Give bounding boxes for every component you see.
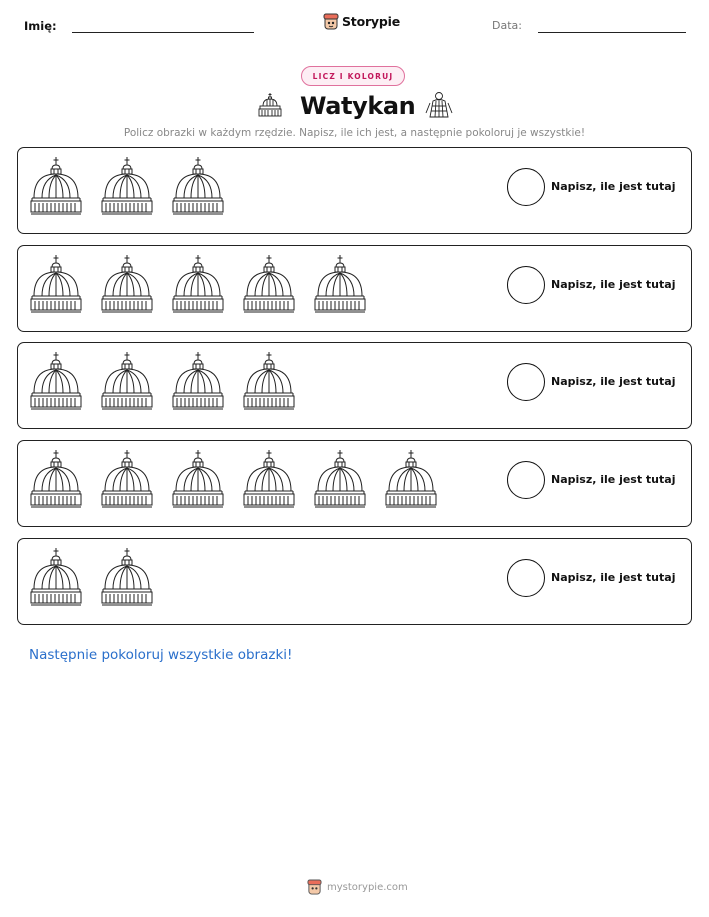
basilica-dome-icon (101, 351, 153, 411)
basilica-dome-icon (243, 351, 295, 411)
footer-site: mystorypie.com (327, 881, 408, 893)
closing-note: Następnie pokoloruj wszystkie obrazki! (29, 647, 293, 663)
basilica-dome-icon (314, 449, 366, 509)
basilica-icon (258, 92, 282, 118)
basilica-dome-icon (30, 351, 82, 411)
name-label: Imię: (24, 19, 57, 33)
basilica-dome-icon (243, 449, 295, 509)
counting-row-5 (17, 538, 692, 625)
answer-label: Napisz, ile jest tutaj (551, 278, 676, 291)
answer-label: Napisz, ile jest tutaj (551, 571, 676, 584)
basilica-dome-icon (101, 547, 153, 607)
date-field[interactable] (538, 32, 686, 33)
answer-circle[interactable] (507, 461, 545, 499)
date-label: Data: (492, 19, 522, 32)
basilica-dome-icon (30, 547, 82, 607)
name-field[interactable] (72, 32, 254, 33)
basilica-dome-icon (30, 449, 82, 509)
swiss-guard-icon (424, 91, 454, 119)
picture-group (30, 254, 366, 314)
basilica-dome-icon (385, 449, 437, 509)
counting-row-2 (17, 245, 692, 332)
answer-label: Napisz, ile jest tutaj (551, 473, 676, 486)
answer-circle[interactable] (507, 168, 545, 206)
basilica-dome-icon (101, 449, 153, 509)
worksheet-title: Watykan (300, 92, 416, 120)
footer (307, 879, 408, 895)
basilica-dome-icon (314, 254, 366, 314)
counting-row-3 (17, 342, 692, 429)
picture-group (30, 351, 295, 411)
category-badge: LICZ I KOLORUJ (301, 66, 405, 86)
basilica-dome-icon (101, 254, 153, 314)
storypie-logo-icon (307, 879, 322, 895)
storypie-logo-icon (323, 13, 339, 30)
counting-row-4 (17, 440, 692, 527)
answer-label: Napisz, ile jest tutaj (551, 180, 676, 193)
basilica-dome-icon (172, 351, 224, 411)
answer-label: Napisz, ile jest tutaj (551, 375, 676, 388)
instructions: Policz obrazki w każdym rzędzie. Napisz, ile ich jest, a następnie pokoloruj je wszystkie! (123, 127, 586, 139)
basilica-dome-icon (172, 156, 224, 216)
answer-circle[interactable] (507, 266, 545, 304)
basilica-dome-icon (30, 254, 82, 314)
picture-group (30, 547, 153, 607)
picture-group (30, 156, 224, 216)
answer-circle[interactable] (507, 559, 545, 597)
basilica-dome-icon (172, 254, 224, 314)
brand-name: Storypie (342, 14, 400, 29)
brand (323, 13, 400, 30)
basilica-dome-icon (30, 156, 82, 216)
answer-circle[interactable] (507, 363, 545, 401)
basilica-dome-icon (172, 449, 224, 509)
counting-row-1 (17, 147, 692, 234)
basilica-dome-icon (243, 254, 295, 314)
basilica-dome-icon (101, 156, 153, 216)
picture-group (30, 449, 437, 509)
